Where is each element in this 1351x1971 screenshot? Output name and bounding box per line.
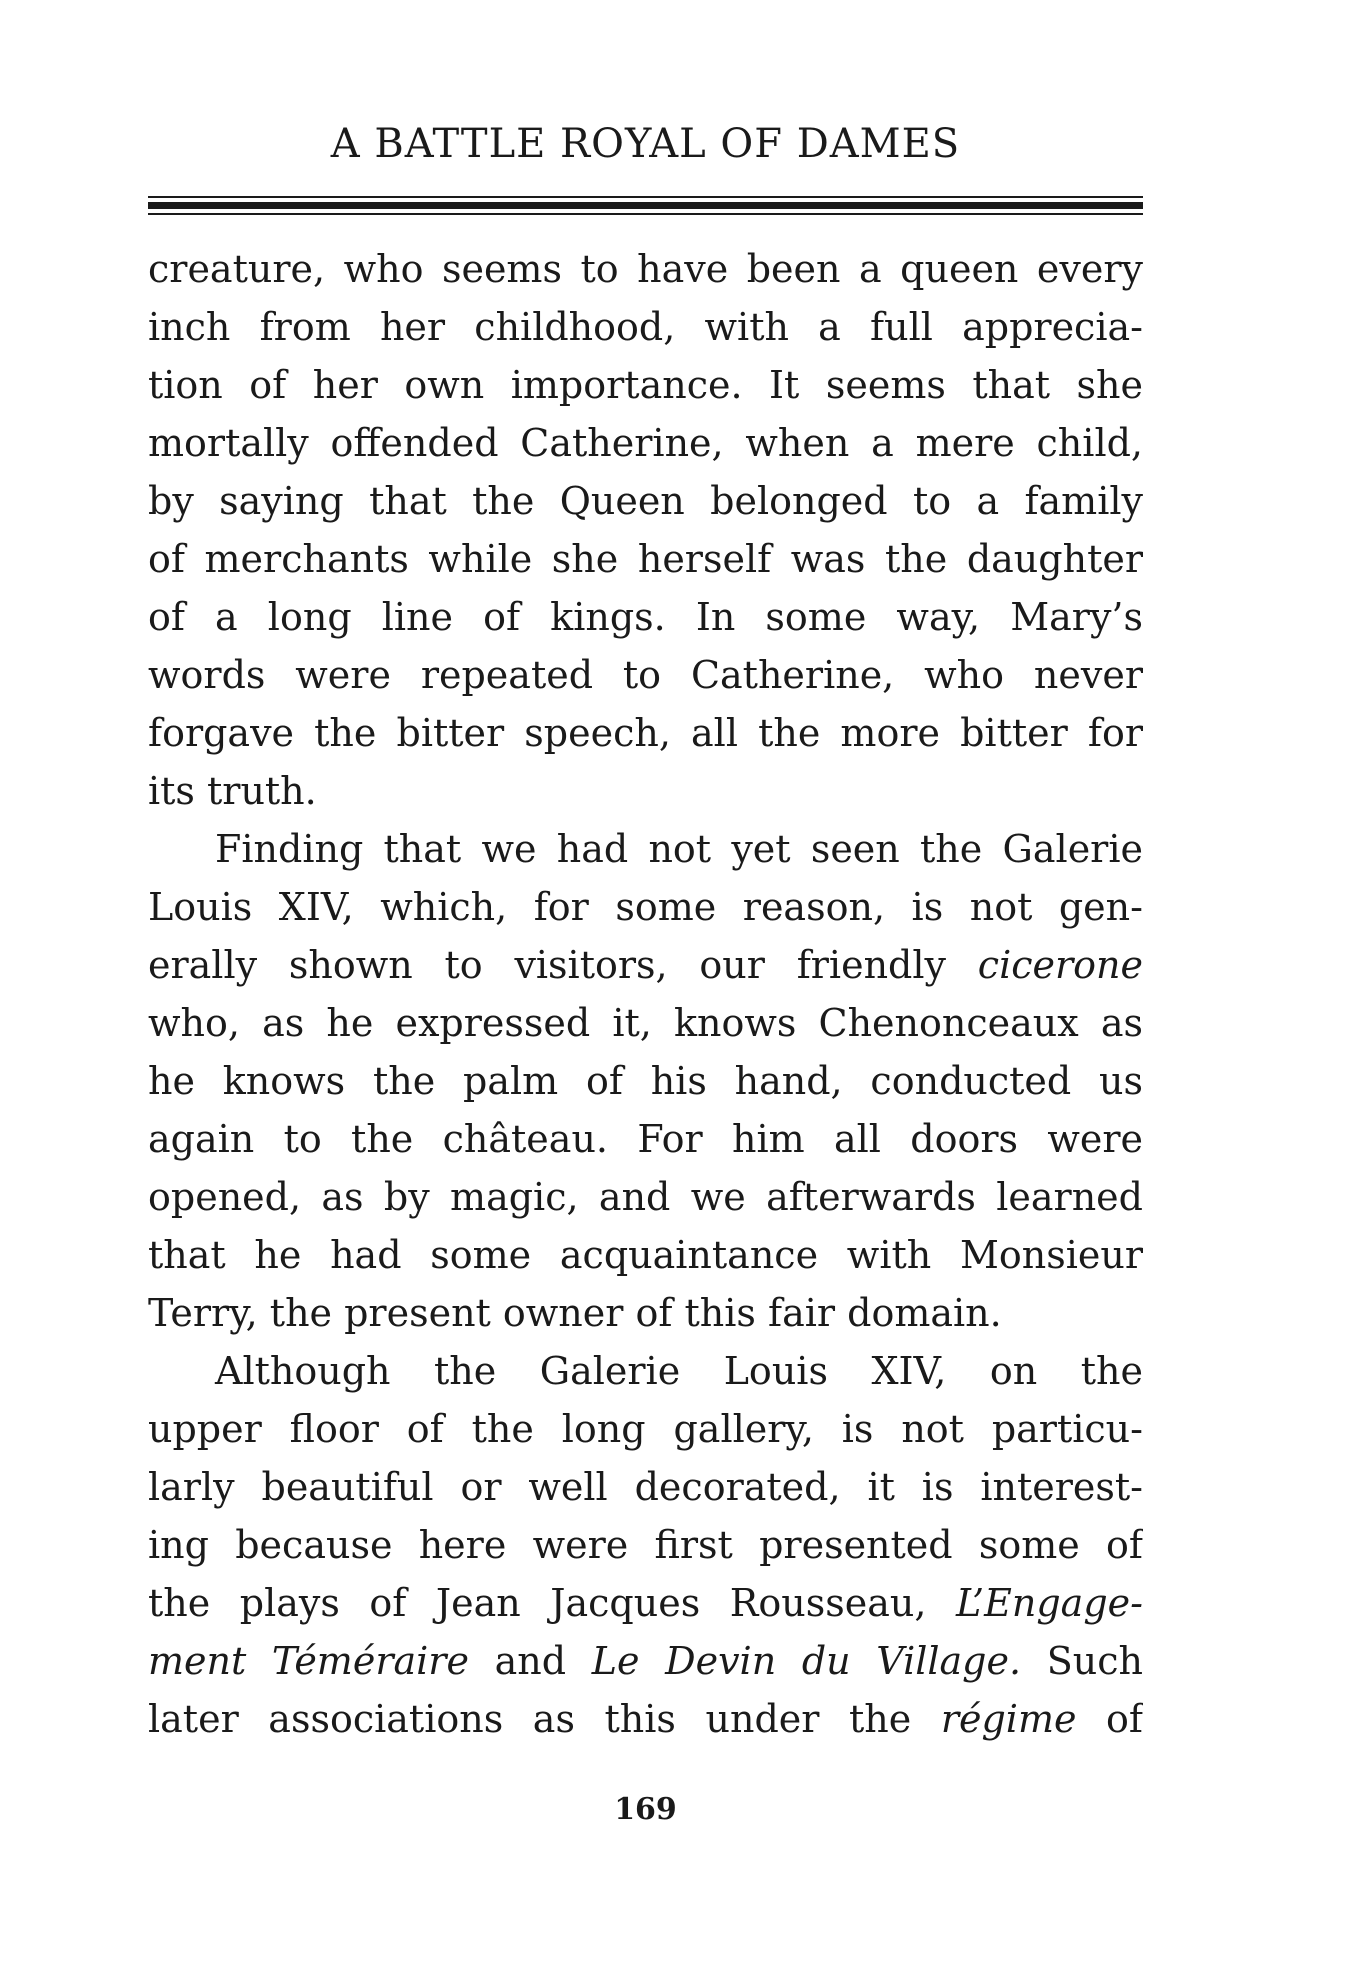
text-line (148, 1690, 1143, 1748)
text-run: that he had some acquaintance with Monsieur (148, 1233, 1143, 1277)
text-run: forgave the bitter speech, all the more bitter for (148, 711, 1143, 755)
text-run: larly beautiful or well decorated, it is interest- (148, 1465, 1143, 1509)
italic-text: L’Engage- (955, 1581, 1143, 1625)
text-line (148, 1458, 1143, 1516)
text-line (148, 298, 1143, 356)
text-line (148, 588, 1143, 646)
text-line (148, 414, 1143, 472)
text-line (148, 1110, 1143, 1168)
paragraph (148, 240, 1143, 820)
text-line (148, 1342, 1143, 1400)
italic-text: ment Téméraire (148, 1639, 469, 1683)
header-rule-thick (148, 202, 1143, 209)
italic-text: Le Devin du Village. (591, 1639, 1022, 1683)
text-run: who, as he expressed it, knows Chenonceaux as (148, 1001, 1143, 1045)
text-run: its truth. (148, 769, 317, 813)
text-line (148, 356, 1143, 414)
text-run: of a long line of kings. In some way, Mary’s (148, 595, 1143, 639)
text-line (148, 994, 1143, 1052)
text-line (148, 530, 1143, 588)
text-run: Such (1021, 1639, 1143, 1683)
text-run: of (1076, 1697, 1143, 1741)
italic-text: régime (940, 1697, 1077, 1741)
text-line (148, 1516, 1143, 1574)
running-head: A BATTLE ROYAL OF DAMES (330, 121, 961, 167)
text-run: mortally offended Catherine, when a mere child, (148, 421, 1143, 465)
text-line (148, 936, 1143, 994)
header-rule-thin-top (148, 196, 1143, 198)
text-run: again to the château. For him all doors were (148, 1117, 1143, 1161)
text-run: he knows the palm of his hand, conducted us (148, 1059, 1143, 1103)
paragraph (148, 1342, 1143, 1748)
text-run: the plays of Jean Jacques Rousseau, (148, 1581, 956, 1625)
text-line (148, 1284, 1143, 1342)
text-run: tion of her own importance. It seems that she (148, 363, 1143, 407)
text-line (148, 240, 1143, 298)
text-run: erally shown to visitors, our friendly (148, 943, 978, 987)
text-line (148, 762, 1143, 820)
text-run: Louis XIV, which, for some reason, is not gen- (148, 885, 1143, 929)
text-line (148, 1632, 1143, 1690)
text-run: Although the Galerie Louis XIV, on the (215, 1349, 1143, 1393)
text-line (148, 1574, 1143, 1632)
text-run: Finding that we had not yet seen the Galerie (215, 827, 1143, 871)
text-line (148, 1168, 1143, 1226)
header-rule (148, 196, 1143, 216)
text-run: by saying that the Queen belonged to a family (148, 479, 1143, 523)
text-run: later associations as this under the (148, 1697, 941, 1741)
italic-text: cicerone (977, 943, 1143, 987)
text-run: opened, as by magic, and we afterwards learned (148, 1175, 1143, 1219)
paragraph (148, 820, 1143, 1342)
text-run: upper floor of the long gallery, is not particu- (148, 1407, 1143, 1451)
text-run: creature, who seems to have been a queen every (148, 247, 1143, 291)
text-line (148, 1400, 1143, 1458)
page-number: 169 (614, 1792, 677, 1827)
text-line (148, 472, 1143, 530)
header-rule-thin-bottom (148, 213, 1143, 215)
text-line (148, 1052, 1143, 1110)
text-run: of merchants while she herself was the daughter (148, 537, 1143, 581)
text-run: ing because here were first presented some of (148, 1523, 1143, 1567)
text-line (148, 820, 1143, 878)
text-run: inch from her childhood, with a full apprecia- (148, 305, 1143, 349)
text-run: and (468, 1639, 592, 1683)
text-line (148, 704, 1143, 762)
text-run: Terry, the present owner of this fair domain. (148, 1291, 1002, 1335)
text-run: words were repeated to Catherine, who never (148, 653, 1143, 697)
text-line (148, 878, 1143, 936)
text-line (148, 646, 1143, 704)
text-line (148, 1226, 1143, 1284)
body-text (148, 240, 1143, 1748)
